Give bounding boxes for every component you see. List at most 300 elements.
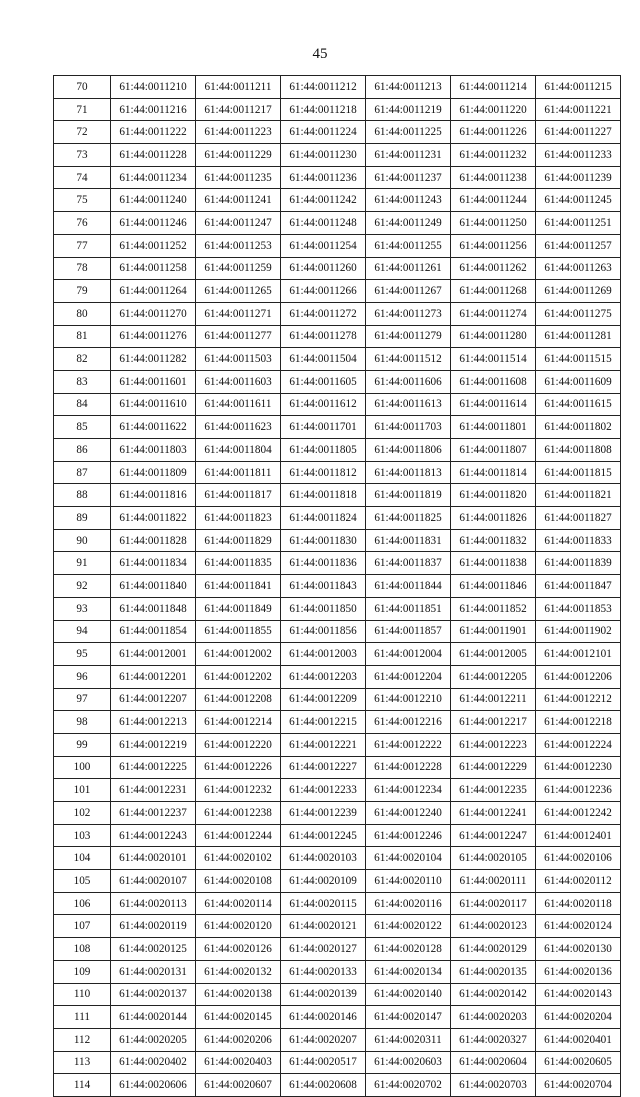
cadastral-number-cell: 61:44:0020702	[366, 1074, 451, 1097]
cadastral-number-cell: 61:44:0011515	[536, 348, 621, 371]
cadastral-number-cell: 61:44:0011226	[451, 121, 536, 144]
table-row	[54, 484, 621, 507]
cadastral-number-cell: 61:44:0020111	[451, 870, 536, 893]
cadastral-number-cell: 61:44:0011233	[536, 144, 621, 167]
table-row	[54, 711, 621, 734]
cadastral-number-cell: 61:44:0011271	[196, 302, 281, 325]
cadastral-number-cell: 61:44:0011270	[111, 302, 196, 325]
cadastral-number-cell: 61:44:0012216	[366, 711, 451, 734]
cadastral-number-cell: 61:44:0011269	[536, 280, 621, 303]
cadastral-number-cell: 61:44:0011847	[536, 575, 621, 598]
cadastral-number-cell: 61:44:0020128	[366, 938, 451, 961]
table-row	[54, 461, 621, 484]
cadastral-number-cell: 61:44:0020147	[366, 1006, 451, 1029]
cadastral-number-cell: 61:44:0011243	[366, 189, 451, 212]
table-row	[54, 938, 621, 961]
cadastral-number-cell: 61:44:0020131	[111, 960, 196, 983]
cadastral-number-cell: 61:44:0011229	[196, 144, 281, 167]
cadastral-number-cell: 61:44:0011822	[111, 507, 196, 530]
cadastral-number-cell: 61:44:0012240	[366, 802, 451, 825]
table-row	[54, 348, 621, 371]
cadastral-number-cell: 61:44:0011261	[366, 257, 451, 280]
cadastral-number-cell: 61:44:0011857	[366, 620, 451, 643]
cadastral-number-cell: 61:44:0011212	[281, 76, 366, 99]
cadastral-number-cell: 61:44:0020401	[536, 1028, 621, 1051]
cadastral-number-cell: 61:44:0012222	[366, 733, 451, 756]
table-body	[54, 76, 621, 1097]
cadastral-number-cell: 61:44:0020145	[196, 1006, 281, 1029]
row-number-cell: 74	[54, 166, 111, 189]
cadastral-number-cell: 61:44:0012246	[366, 824, 451, 847]
table-row	[54, 1074, 621, 1097]
cadastral-number-cell: 61:44:0011836	[281, 552, 366, 575]
cadastral-number-cell: 61:44:0012244	[196, 824, 281, 847]
row-number-cell: 91	[54, 552, 111, 575]
table-row	[54, 733, 621, 756]
cadastral-number-cell: 61:44:0011815	[536, 461, 621, 484]
cadastral-number-cell: 61:44:0012220	[196, 733, 281, 756]
table-row	[54, 915, 621, 938]
cadastral-number-cell: 61:44:0011814	[451, 461, 536, 484]
cadastral-number-cell: 61:44:0011230	[281, 144, 366, 167]
cadastral-number-cell: 61:44:0011241	[196, 189, 281, 212]
cadastral-number-cell: 61:44:0011828	[111, 529, 196, 552]
cadastral-number-cell: 61:44:0011809	[111, 461, 196, 484]
row-number-cell: 102	[54, 802, 111, 825]
cadastral-number-cell: 61:44:0011834	[111, 552, 196, 575]
row-number-cell: 88	[54, 484, 111, 507]
cadastral-number-cell: 61:44:0020124	[536, 915, 621, 938]
cadastral-number-cell: 61:44:0011804	[196, 439, 281, 462]
cadastral-number-cell: 61:44:0011850	[281, 597, 366, 620]
cadastral-number-cell: 61:44:0011612	[281, 393, 366, 416]
cadastral-number-cell: 61:44:0011802	[536, 416, 621, 439]
cadastral-number-cell: 61:44:0020204	[536, 1006, 621, 1029]
table-row	[54, 665, 621, 688]
table-row	[54, 257, 621, 280]
cadastral-number-cell: 61:44:0012211	[451, 688, 536, 711]
table-row	[54, 302, 621, 325]
cadastral-number-cell: 61:44:0011280	[451, 325, 536, 348]
cadastral-number-cell: 61:44:0012224	[536, 733, 621, 756]
row-number-cell: 70	[54, 76, 111, 99]
cadastral-number-cell: 61:44:0011503	[196, 348, 281, 371]
cadastral-number-cell: 61:44:0011274	[451, 302, 536, 325]
page-number: 45	[312, 46, 328, 62]
table-row	[54, 779, 621, 802]
cadastral-number-cell: 61:44:0011821	[536, 484, 621, 507]
cadastral-number-cell: 61:44:0011839	[536, 552, 621, 575]
cadastral-number-cell: 61:44:0011832	[451, 529, 536, 552]
cadastral-number-cell: 61:44:0011831	[366, 529, 451, 552]
cadastral-number-cell: 61:44:0011837	[366, 552, 451, 575]
cadastral-number-cell: 61:44:0011223	[196, 121, 281, 144]
cadastral-number-cell: 61:44:0020606	[111, 1074, 196, 1097]
row-number-cell: 99	[54, 733, 111, 756]
cadastral-number-cell: 61:44:0011220	[451, 98, 536, 121]
cadastral-number-cell: 61:44:0012001	[111, 643, 196, 666]
cadastral-number-cell: 61:44:0011811	[196, 461, 281, 484]
cadastral-number-cell: 61:44:0020129	[451, 938, 536, 961]
cadastral-number-cell: 61:44:0011855	[196, 620, 281, 643]
cadastral-number-cell: 61:44:0012003	[281, 643, 366, 666]
cadastral-number-cell: 61:44:0011266	[281, 280, 366, 303]
cadastral-number-cell: 61:44:0011813	[366, 461, 451, 484]
table-row	[54, 870, 621, 893]
cadastral-number-cell: 61:44:0012204	[366, 665, 451, 688]
cadastral-number-cell: 61:44:0020135	[451, 960, 536, 983]
cadastral-number-cell: 61:44:0012209	[281, 688, 366, 711]
cadastral-number-cell: 61:44:0011244	[451, 189, 536, 212]
cadastral-number-cell: 61:44:0020105	[451, 847, 536, 870]
table-row	[54, 280, 621, 303]
cadastral-number-cell: 61:44:0012238	[196, 802, 281, 825]
cadastral-number-cell: 61:44:0011615	[536, 393, 621, 416]
row-number-cell: 106	[54, 892, 111, 915]
cadastral-number-cell: 61:44:0011277	[196, 325, 281, 348]
cadastral-number-cell: 61:44:0011234	[111, 166, 196, 189]
cadastral-number-cell: 61:44:0012101	[536, 643, 621, 666]
cadastral-number-cell: 61:44:0020142	[451, 983, 536, 1006]
cadastral-number-cell: 61:44:0020205	[111, 1028, 196, 1051]
cadastral-number-cell: 61:44:0011856	[281, 620, 366, 643]
cadastral-number-cell: 61:44:0011614	[451, 393, 536, 416]
cadastral-number-cell: 61:44:0011231	[366, 144, 451, 167]
table-row	[54, 1028, 621, 1051]
cadastral-number-cell: 61:44:0020146	[281, 1006, 366, 1029]
cadastral-number-cell: 61:44:0012247	[451, 824, 536, 847]
cadastral-number-cell: 61:44:0020311	[366, 1028, 451, 1051]
cadastral-number-cell: 61:44:0012219	[111, 733, 196, 756]
cadastral-number-cell: 61:44:0011276	[111, 325, 196, 348]
table-row	[54, 370, 621, 393]
cadastral-number-cell: 61:44:0012002	[196, 643, 281, 666]
cadastral-number-cell: 61:44:0020144	[111, 1006, 196, 1029]
cadastral-number-cell: 61:44:0011512	[366, 348, 451, 371]
row-number-cell: 94	[54, 620, 111, 643]
row-number-cell: 113	[54, 1051, 111, 1074]
cadastral-number-cell: 61:44:0011606	[366, 370, 451, 393]
table-row	[54, 756, 621, 779]
cadastral-number-cell: 61:44:0020140	[366, 983, 451, 1006]
table-row	[54, 643, 621, 666]
cadastral-number-cell: 61:44:0011268	[451, 280, 536, 303]
cadastral-number-cell: 61:44:0020102	[196, 847, 281, 870]
cadastral-number-cell: 61:44:0012225	[111, 756, 196, 779]
row-number-cell: 104	[54, 847, 111, 870]
row-number-cell: 78	[54, 257, 111, 280]
cadastral-number-cell: 61:44:0011820	[451, 484, 536, 507]
row-number-cell: 109	[54, 960, 111, 983]
cadastral-number-cell: 61:44:0020120	[196, 915, 281, 938]
table-row	[54, 1006, 621, 1029]
table-row	[54, 121, 621, 144]
cadastral-number-cell: 61:44:0020125	[111, 938, 196, 961]
table-row	[54, 983, 621, 1006]
cadastral-number-cell: 61:44:0012210	[366, 688, 451, 711]
cadastral-number-cell: 61:44:0011227	[536, 121, 621, 144]
cadastral-number-cell: 61:44:0020103	[281, 847, 366, 870]
cadastral-number-cell: 61:44:0011245	[536, 189, 621, 212]
cadastral-number-cell: 61:44:0011609	[536, 370, 621, 393]
cadastral-number-cell: 61:44:0011826	[451, 507, 536, 530]
cadastral-number-cell: 61:44:0012005	[451, 643, 536, 666]
cadastral-number-cell: 61:44:0012236	[536, 779, 621, 802]
table-row	[54, 824, 621, 847]
row-number-cell: 84	[54, 393, 111, 416]
cadastral-number-cell: 61:44:0011262	[451, 257, 536, 280]
cadastral-number-cell: 61:44:0011846	[451, 575, 536, 598]
cadastral-number-cell: 61:44:0011824	[281, 507, 366, 530]
cadastral-number-cell: 61:44:0020143	[536, 983, 621, 1006]
row-number-cell: 73	[54, 144, 111, 167]
row-number-cell: 86	[54, 439, 111, 462]
cadastral-number-cell: 61:44:0011849	[196, 597, 281, 620]
cadastral-number-cell: 61:44:0011211	[196, 76, 281, 99]
row-number-cell: 97	[54, 688, 111, 711]
cadastral-number-cell: 61:44:0012228	[366, 756, 451, 779]
cadastral-number-cell: 61:44:0012221	[281, 733, 366, 756]
cadastral-number-cell: 61:44:0012227	[281, 756, 366, 779]
cadastral-number-cell: 61:44:0020704	[536, 1074, 621, 1097]
cadastral-number-cell: 61:44:0011252	[111, 234, 196, 257]
row-number-cell: 96	[54, 665, 111, 688]
cadastral-number-cell: 61:44:0011257	[536, 234, 621, 257]
cadastral-number-cell: 61:44:0012004	[366, 643, 451, 666]
table-row	[54, 892, 621, 915]
row-number-cell: 72	[54, 121, 111, 144]
cadastral-number-cell: 61:44:0020605	[536, 1051, 621, 1074]
cadastral-number-cell: 61:44:0011840	[111, 575, 196, 598]
cadastral-number-cell: 61:44:0020117	[451, 892, 536, 915]
cadastral-number-cell: 61:44:0011848	[111, 597, 196, 620]
cadastral-number-cell: 61:44:0011838	[451, 552, 536, 575]
cadastral-number-cell: 61:44:0011623	[196, 416, 281, 439]
cadastral-number-cell: 61:44:0011254	[281, 234, 366, 257]
row-number-cell: 101	[54, 779, 111, 802]
cadastral-number-cell: 61:44:0020127	[281, 938, 366, 961]
row-number-cell: 114	[54, 1074, 111, 1097]
cadastral-number-cell: 61:44:0012223	[451, 733, 536, 756]
row-number-cell: 77	[54, 234, 111, 257]
row-number-cell: 71	[54, 98, 111, 121]
cadastral-number-cell: 61:44:0020119	[111, 915, 196, 938]
cadastral-number-cell: 61:44:0011701	[281, 416, 366, 439]
cadastral-number-cell: 61:44:0011232	[451, 144, 536, 167]
table-row	[54, 144, 621, 167]
cadastral-number-cell: 61:44:0020138	[196, 983, 281, 1006]
cadastral-number-cell: 61:44:0011248	[281, 212, 366, 235]
cadastral-number-cell: 61:44:0011221	[536, 98, 621, 121]
cadastral-number-cell: 61:44:0011273	[366, 302, 451, 325]
row-number-cell: 76	[54, 212, 111, 235]
cadastral-number-cell: 61:44:0011817	[196, 484, 281, 507]
cadastral-number-cell: 61:44:0020703	[451, 1074, 536, 1097]
cadastral-number-cell: 61:44:0020403	[196, 1051, 281, 1074]
table-row	[54, 393, 621, 416]
row-number-cell: 79	[54, 280, 111, 303]
cadastral-number-cell: 61:44:0011611	[196, 393, 281, 416]
cadastral-number-cell: 61:44:0020206	[196, 1028, 281, 1051]
cadastral-number-cell: 61:44:0011278	[281, 325, 366, 348]
cadastral-number-cell: 61:44:0011258	[111, 257, 196, 280]
cadastral-number-cell: 61:44:0012218	[536, 711, 621, 734]
cadastral-number-cell: 61:44:0020126	[196, 938, 281, 961]
cadastral-number-cell: 61:44:0020402	[111, 1051, 196, 1074]
cadastral-number-cell: 61:44:0012202	[196, 665, 281, 688]
cadastral-number-cell: 61:44:0020123	[451, 915, 536, 938]
cadastral-number-cell: 61:44:0011224	[281, 121, 366, 144]
table-row	[54, 1051, 621, 1074]
cadastral-number-cell: 61:44:0012203	[281, 665, 366, 688]
cadastral-number-cell: 61:44:0011246	[111, 212, 196, 235]
cadastral-number-cell: 61:44:0011803	[111, 439, 196, 462]
cadastral-number-cell: 61:44:0012208	[196, 688, 281, 711]
row-number-cell: 82	[54, 348, 111, 371]
cadastral-number-cell: 61:44:0020104	[366, 847, 451, 870]
row-number-cell: 110	[54, 983, 111, 1006]
cadastral-number-cell: 61:44:0011267	[366, 280, 451, 303]
cadastral-number-cell: 61:44:0011260	[281, 257, 366, 280]
cadastral-number-cell: 61:44:0011251	[536, 212, 621, 235]
table-row	[54, 189, 621, 212]
cadastral-number-cell: 61:44:0011851	[366, 597, 451, 620]
cadastral-number-cell: 61:44:0012207	[111, 688, 196, 711]
cadastral-number-cell: 61:44:0020112	[536, 870, 621, 893]
cadastral-number-cell: 61:44:0011253	[196, 234, 281, 257]
cadastral-number-cell: 61:44:0012217	[451, 711, 536, 734]
table-row	[54, 847, 621, 870]
cadastral-number-cell: 61:44:0011806	[366, 439, 451, 462]
cadastral-number-cell: 61:44:0012235	[451, 779, 536, 802]
cadastral-number-cell: 61:44:0012241	[451, 802, 536, 825]
cadastral-number-cell: 61:44:0011835	[196, 552, 281, 575]
cadastral-number-cell: 61:44:0020137	[111, 983, 196, 1006]
cadastral-number-cell: 61:44:0020132	[196, 960, 281, 983]
cadastral-number-cell: 61:44:0020517	[281, 1051, 366, 1074]
cadastral-number-cell: 61:44:0011812	[281, 461, 366, 484]
cadastral-number-cell: 61:44:0020130	[536, 938, 621, 961]
row-number-cell: 108	[54, 938, 111, 961]
row-number-cell: 81	[54, 325, 111, 348]
cadastral-number-cell: 61:44:0011841	[196, 575, 281, 598]
table-row	[54, 76, 621, 99]
cadastral-number-cell: 61:44:0012243	[111, 824, 196, 847]
table-row	[54, 529, 621, 552]
cadastral-number-cell: 61:44:0011238	[451, 166, 536, 189]
row-number-cell: 95	[54, 643, 111, 666]
table-row	[54, 552, 621, 575]
cadastral-number-cell: 61:44:0020607	[196, 1074, 281, 1097]
table-row	[54, 234, 621, 257]
cadastral-number-cell: 61:44:0012237	[111, 802, 196, 825]
cadastral-number-cell: 61:44:0011801	[451, 416, 536, 439]
cadastral-number-cell: 61:44:0012214	[196, 711, 281, 734]
cadastral-number-cell: 61:44:0011601	[111, 370, 196, 393]
row-number-cell: 103	[54, 824, 111, 847]
row-number-cell: 93	[54, 597, 111, 620]
cadastral-number-cell: 61:44:0011239	[536, 166, 621, 189]
cadastral-number-cell: 61:44:0012239	[281, 802, 366, 825]
cadastral-number-cell: 61:44:0011259	[196, 257, 281, 280]
cadastral-number-cell: 61:44:0011613	[366, 393, 451, 416]
cadastral-number-cell: 61:44:0011852	[451, 597, 536, 620]
cadastral-number-cell: 61:44:0011217	[196, 98, 281, 121]
cadastral-number-cell: 61:44:0011819	[366, 484, 451, 507]
cadastral-number-cell: 61:44:0011853	[536, 597, 621, 620]
cadastral-number-cell: 61:44:0020101	[111, 847, 196, 870]
table-row	[54, 439, 621, 462]
cadastral-number-cell: 61:44:0011279	[366, 325, 451, 348]
cadastral-number-cell: 61:44:0011823	[196, 507, 281, 530]
table-row	[54, 166, 621, 189]
cadastral-number-cell: 61:44:0011844	[366, 575, 451, 598]
cadastral-number-cell: 61:44:0020139	[281, 983, 366, 1006]
cadastral-number-cell: 61:44:0011275	[536, 302, 621, 325]
row-number-cell: 111	[54, 1006, 111, 1029]
cadastral-number-cell: 61:44:0020134	[366, 960, 451, 983]
cadastral-number-cell: 61:44:0011622	[111, 416, 196, 439]
cadastral-number-cell: 61:44:0011213	[366, 76, 451, 99]
cadastral-number-cell: 61:44:0011225	[366, 121, 451, 144]
cadastral-number-cell: 61:44:0011228	[111, 144, 196, 167]
table-row	[54, 960, 621, 983]
cadastral-number-cell: 61:44:0020108	[196, 870, 281, 893]
row-number-cell: 107	[54, 915, 111, 938]
row-number-cell: 85	[54, 416, 111, 439]
table-row	[54, 416, 621, 439]
cadastral-number-cell: 61:44:0020113	[111, 892, 196, 915]
cadastral-number-cell: 61:44:0020603	[366, 1051, 451, 1074]
row-number-cell: 112	[54, 1028, 111, 1051]
cadastral-number-cell: 61:44:0020116	[366, 892, 451, 915]
cadastral-number-cell: 61:44:0012201	[111, 665, 196, 688]
cadastral-number-cell: 61:44:0020122	[366, 915, 451, 938]
cadastral-number-cell: 61:44:0012215	[281, 711, 366, 734]
cadastral-number-cell: 61:44:0011805	[281, 439, 366, 462]
cadastral-number-cell: 61:44:0011605	[281, 370, 366, 393]
cadastral-number-cell: 61:44:0020327	[451, 1028, 536, 1051]
cadastral-number-cell: 61:44:0011825	[366, 507, 451, 530]
cadastral-number-cell: 61:44:0020133	[281, 960, 366, 983]
cadastral-number-cell: 61:44:0011255	[366, 234, 451, 257]
cadastral-number-cell: 61:44:0011272	[281, 302, 366, 325]
row-number-cell: 98	[54, 711, 111, 734]
cadastral-number-cell: 61:44:0011514	[451, 348, 536, 371]
cadastral-number-cell: 61:44:0012401	[536, 824, 621, 847]
cadastral-number-cell: 61:44:0020109	[281, 870, 366, 893]
cadastral-number-cell: 61:44:0011214	[451, 76, 536, 99]
cadastral-number-cell: 61:44:0020604	[451, 1051, 536, 1074]
cadastral-number-cell: 61:44:0011829	[196, 529, 281, 552]
cadastral-number-cell: 61:44:0011265	[196, 280, 281, 303]
cadastral-number-cell: 61:44:0012234	[366, 779, 451, 802]
cadastral-number-cell: 61:44:0020608	[281, 1074, 366, 1097]
cadastral-number-cell: 61:44:0012205	[451, 665, 536, 688]
cadastral-number-cell: 61:44:0012233	[281, 779, 366, 802]
cadastral-number-cell: 61:44:0011235	[196, 166, 281, 189]
cadastral-number-cell: 61:44:0011830	[281, 529, 366, 552]
cadastral-number-cell: 61:44:0012242	[536, 802, 621, 825]
cadastral-number-cell: 61:44:0012232	[196, 779, 281, 802]
cadastral-number-cell: 61:44:0011222	[111, 121, 196, 144]
cadastral-number-cell: 61:44:0011242	[281, 189, 366, 212]
cadastral-number-cell: 61:44:0020207	[281, 1028, 366, 1051]
cadastral-number-cell: 61:44:0012206	[536, 665, 621, 688]
row-number-cell: 92	[54, 575, 111, 598]
cadastral-number-cell: 61:44:0011610	[111, 393, 196, 416]
cadastral-number-cell: 61:44:0011256	[451, 234, 536, 257]
